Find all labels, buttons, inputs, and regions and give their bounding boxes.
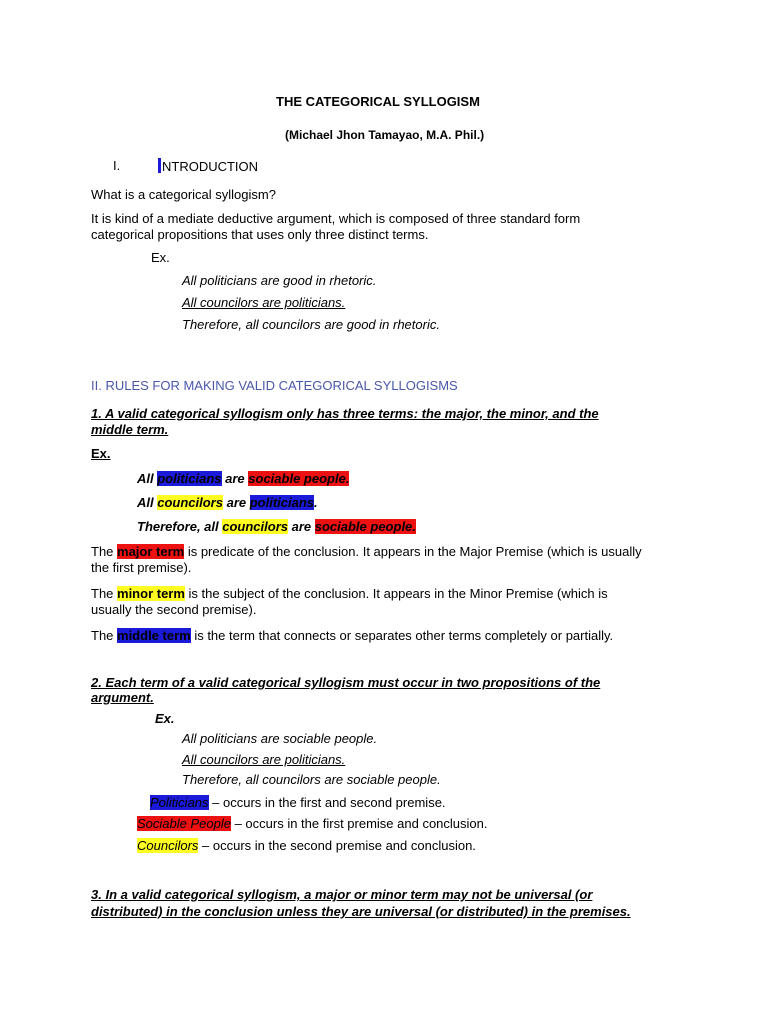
example-label: Ex. (151, 250, 170, 265)
rule1-example-line-2: All councilors are politicians. (137, 495, 318, 510)
highlight-middle-term: politicians (157, 471, 222, 486)
rule2-line-1: 2. Each term of a valid categorical syllogism must occur in two propositions of the (91, 675, 601, 690)
definition-line-2: categorical propositions that uses only three distinct terms. (91, 227, 429, 242)
highlight-middle-term: middle term (117, 628, 191, 643)
occurrence-politicians: Politicians – occurs in the first and second premise. (150, 795, 446, 810)
rule1-example-line-3: Therefore, all councilors are sociable people. (137, 519, 416, 534)
minor-term-line-1: The minor term is the subject of the conclusion. It appears in the Minor Premise (which is (91, 586, 608, 601)
example-premise-1: All politicians are good in rhetoric. (182, 273, 377, 288)
occurrence-sociable-people: Sociable People – occurs in the first premise and conclusion. (137, 816, 488, 831)
question-text: What is a categorical syllogism? (91, 187, 276, 202)
rule2-line-2: argument. (91, 690, 154, 705)
rule1-line-1: 1. A valid categorical syllogism only has three terms: the major, the minor, and the (91, 406, 599, 421)
highlight-major-term: sociable people. (248, 471, 350, 486)
example-conclusion: Therefore, all councilors are good in rhetoric. (182, 317, 440, 332)
highlight-major-term: Sociable People (137, 816, 231, 831)
minor-term-line-2: usually the second premise). (91, 602, 257, 617)
rule1-line-2: middle term. (91, 422, 169, 437)
highlight-minor-term: councilors (157, 495, 223, 510)
rule2-example-label: Ex. (155, 711, 175, 726)
example-premise-2: All councilors are politicians. (182, 295, 346, 310)
middle-term-line: The middle term is the term that connects or separates other terms completely or partially. (91, 628, 614, 643)
highlight-minor-term: Councilors (137, 838, 199, 853)
rule2-example-premise-2: All councilors are politicians. (182, 752, 346, 767)
rule3-line-1: 3. In a valid categorical syllogism, a major or minor term may not be universal (or (91, 887, 593, 902)
major-term-line-2: the first premise). (91, 560, 192, 575)
section2-heading: II. RULES FOR MAKING VALID CATEGORICAL SYLLOGISMS (91, 378, 458, 393)
rule1-example-label: Ex. (91, 446, 111, 461)
section1-heading: NTRODUCTION (158, 158, 258, 175)
rule3-line-2: distributed) in the conclusion unless they are universal (or distributed) in the premises. (91, 904, 631, 919)
highlight-major-term: sociable people. (314, 519, 416, 534)
major-term-line-1: The major term is predicate of the conclusion. It appears in the Major Premise (which is usually (91, 544, 642, 559)
highlight-middle-term: politicians (249, 495, 315, 510)
text-cursor (158, 158, 161, 173)
rule1-example-line-1: All politicians are sociable people. (137, 471, 350, 486)
highlight-minor-term: minor term (117, 586, 185, 601)
author-line: (Michael Jhon Tamayao, M.A. Phil.) (285, 128, 485, 142)
definition-line-1: It is kind of a mediate deductive argument, which is composed of three standard form (91, 211, 581, 226)
highlight-major-term: major term (117, 544, 185, 559)
occurrence-councilors: Councilors – occurs in the second premise and conclusion. (137, 838, 476, 853)
highlight-middle-term: Politicians (150, 795, 209, 810)
rule2-example-conclusion: Therefore, all councilors are sociable people. (182, 772, 441, 787)
highlight-minor-term: councilors (222, 519, 288, 534)
page-title: THE CATEGORICAL SYLLOGISM (276, 94, 480, 109)
section1-numeral: I. (113, 158, 121, 173)
rule2-example-premise-1: All politicians are sociable people. (182, 731, 378, 746)
